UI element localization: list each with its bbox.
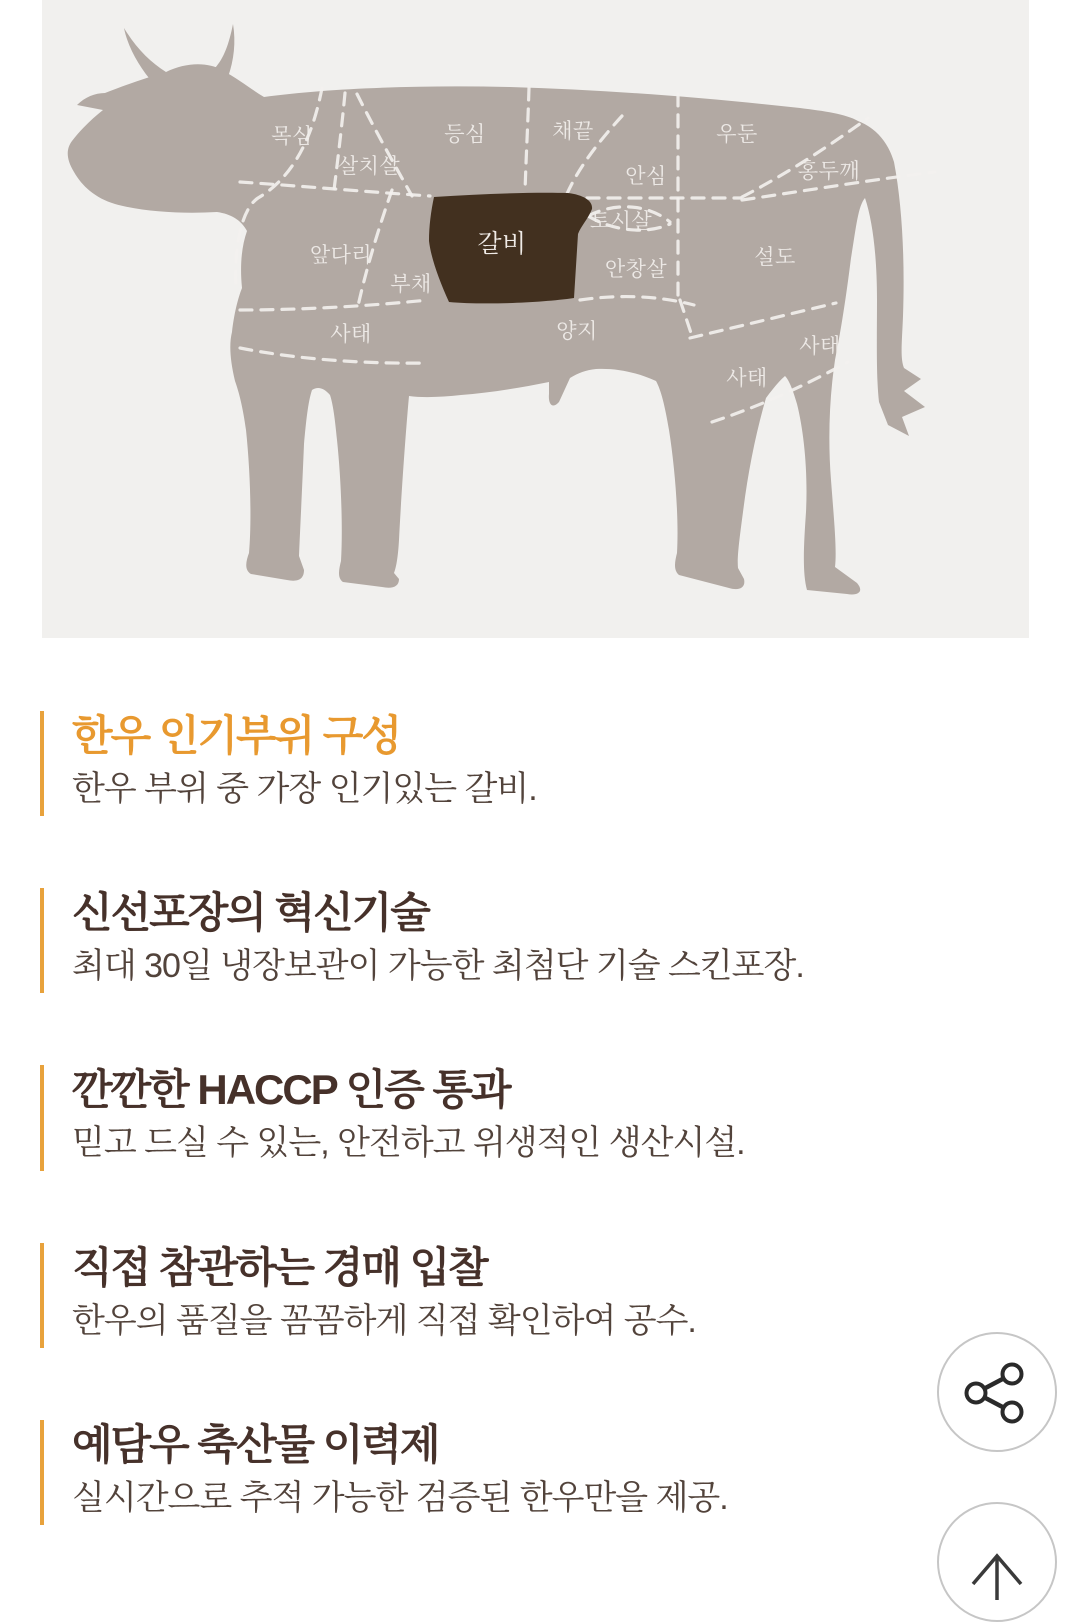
feature-sections xyxy=(40,711,1030,1597)
share-button[interactable] xyxy=(937,1332,1057,1452)
section-description: 최대 30일 냉장보관이 가능한 최첨단 기술 스킨포장. xyxy=(72,947,804,986)
cut-label: 목심 xyxy=(271,125,313,148)
cow-diagram-svg xyxy=(42,0,1029,638)
cut-label: 사태 xyxy=(330,323,372,346)
cut-label: 부채 xyxy=(390,273,432,296)
cut-label-highlighted: 갈비 xyxy=(477,230,527,258)
cut-label: 홍두깨 xyxy=(797,160,861,183)
cut-label: 사태 xyxy=(799,335,841,358)
beef-cut-diagram xyxy=(42,0,1029,638)
section-description: 실시간으로 추적 가능한 검증된 한우만을 제공. xyxy=(72,1478,728,1517)
cut-label: 살치살 xyxy=(337,155,401,178)
cow-silhouette xyxy=(68,64,925,594)
section-title: 깐깐한 HACCP 인증 통과 xyxy=(72,1066,510,1114)
section-description: 한우 부위 중 가장 인기있는 갈비. xyxy=(72,770,537,809)
cut-label: 사태 xyxy=(726,367,768,390)
section-title: 한우 인기부위 구성 xyxy=(72,712,400,759)
feature-section xyxy=(40,1420,1030,1525)
cut-label: 설도 xyxy=(754,246,796,269)
feature-section xyxy=(40,888,1030,993)
cut-label: 등심 xyxy=(444,123,486,146)
cut-label: 채끝 xyxy=(552,120,594,143)
scroll-top-button[interactable] xyxy=(937,1502,1057,1622)
cut-label: 앞다리 xyxy=(309,244,373,267)
arrow-up-icon xyxy=(959,1524,1035,1600)
section-title: 신선포장의 혁신기술 xyxy=(72,889,429,937)
feature-section xyxy=(40,1243,1030,1348)
section-description: 한우의 품질을 꼼꼼하게 직접 확인하여 공수. xyxy=(72,1301,696,1340)
cut-label: 토시살 xyxy=(589,210,653,233)
section-description: 믿고 드실 수 있는, 안전하고 위생적인 생산시설. xyxy=(72,1124,745,1163)
share-icon xyxy=(959,1354,1035,1430)
section-title: 예담우 축산물 이력제 xyxy=(72,1420,439,1468)
cut-label: 우둔 xyxy=(716,123,758,146)
section-title: 직접 참관하는 경매 입찰 xyxy=(72,1243,487,1291)
cut-label: 안창살 xyxy=(604,258,668,281)
cut-label: 양지 xyxy=(556,320,598,343)
feature-section xyxy=(40,711,1030,816)
cut-label: 안심 xyxy=(625,165,667,188)
feature-section xyxy=(40,1065,1030,1170)
